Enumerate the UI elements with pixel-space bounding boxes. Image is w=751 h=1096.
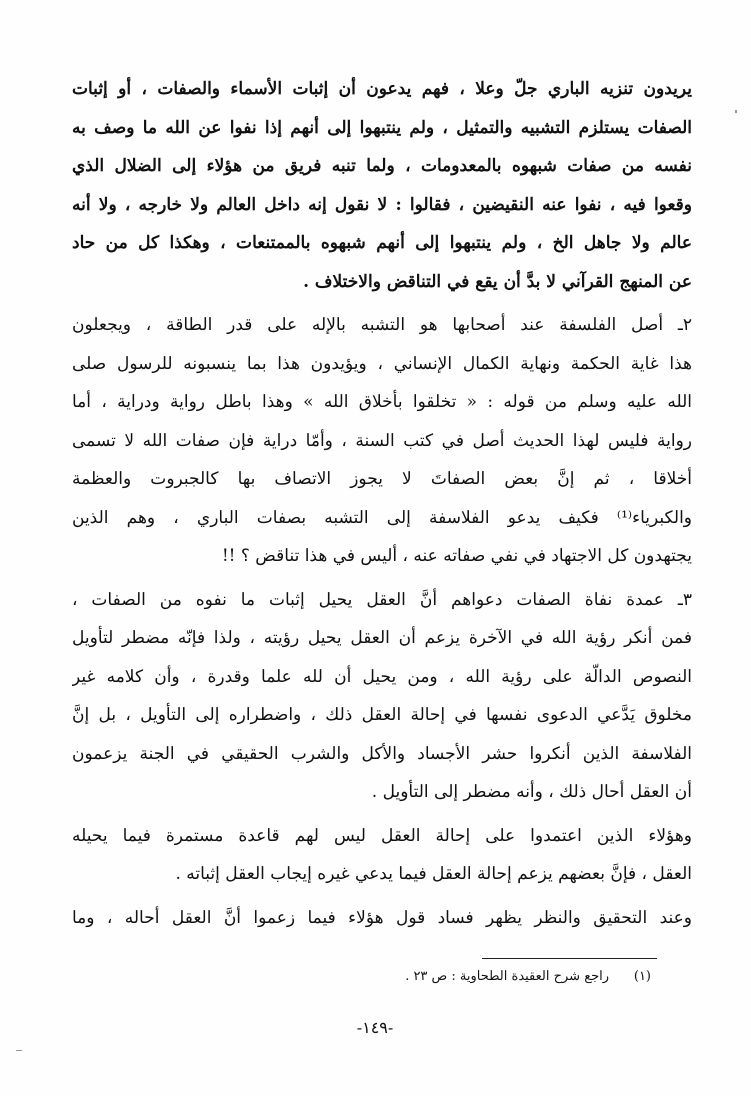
text-line: الصفات يستلزم التشبيه والتمثيل ، ولم ينتبهوا إلى أنهم إذا نفوا عن الله ما وصف به xyxy=(72,117,692,138)
text-line: الفلاسفة الذين أنكروا حشر الأجساد والأكل والشرب الحقيقي في الجنة يزعمون xyxy=(72,743,692,764)
text-line: والكبرياء⁽¹⁾ فكيف يدعو الفلاسفة إلى التشبه بصفات الباري ، وهم الذين xyxy=(72,507,692,528)
text-line: يريدون تنزيه الباري جلّ وعلا ، فهم يدعون أن إثبات الأسماء والصفات ، أو إثبات xyxy=(72,79,692,99)
scan-artifact xyxy=(16,1050,22,1051)
page-number: -١٤٩- xyxy=(356,1018,394,1037)
text-line: النصوص الدالّة على رؤية الله ، ومن يحيل أن لله علما وقدرة ، وأن كلامه غير xyxy=(72,666,692,687)
footnote-divider xyxy=(482,958,657,959)
text-line: العقل ، فإنَّ بعضهم يزعم إحالة العقل فيما يدعي غيره إيجاب العقل إثباته . xyxy=(175,864,692,884)
main-text xyxy=(72,70,692,937)
text-line: نفسه من صفات شبهوه بالمعدومات ، ولما تنبه فريق من هؤلاء إلى الضلال الذي xyxy=(72,156,692,176)
text-line: عالم ولا جاهل الخ ، ولم ينتبهوا إلى أنهم شبهوه بالممتنعات ، وهكذا كل من حاد xyxy=(72,233,692,253)
footnote-marker: (١) xyxy=(633,969,651,984)
text-line: ٢ـ أصل الفلسفة عند أصحابها هو التشبه بالإله على قدر الطاقة ، ويجعلون xyxy=(72,315,692,335)
text-line: أخلاقا ، ثم إنَّ بعض الصفاتَ لا يجوز الاتصاف بها كالجبروت والعظمة xyxy=(72,469,692,489)
text-line: ٣ـ عمدة نفاة الصفات دعواهم أنَّ العقل يحيل إثبات ما نفوه من الصفات ، xyxy=(72,589,692,610)
text-line: مخلوق يَدَّعي الدعوى نفسها في إحالة العقل ذلك ، واضطراره إلى التأويل ، بل إنَّ xyxy=(72,705,692,725)
text-line: رواية فليس لهذا الحديث أصل في كتب السنة ، وأمّا دراية فإن صفات الله لا تسمى xyxy=(72,430,692,451)
text-line: يجتهدون كل الاجتهاد في نفي صفاته عنه ، أليس في هذا تناقض ؟ !! xyxy=(221,546,692,566)
footnote xyxy=(251,966,651,988)
text-line: عن المنهج القرآني لا بدَّ أن يقع في التناقض والاختلاف . xyxy=(303,271,692,292)
text-line: هذا غاية الحكمة ونهاية الكمال الإنساني ، ويؤيدون هذا بما ينسبونه للرسول صلى xyxy=(72,353,692,374)
scan-artifact xyxy=(735,110,737,113)
text-line: أن العقل أحال ذلك ، وأنه مضطر إلى التأويل . xyxy=(371,782,692,802)
text-line: وقعوا فيه ، نفوا عنه النقيضين ، فقالوا : لا نقول إنه داخل العالم ولا خارجه ، ولا أنه xyxy=(72,194,692,215)
footnote-text: راجع شرح العقيدة الطحاوية : ص ٢٣ . xyxy=(405,969,610,984)
text-line: الله عليه وسلم من قوله : « تخلقوا بأخلاق الله » وهذا باطل رواية ودراية ، أما xyxy=(72,392,692,412)
text-line: وعند التحقيق والنظر يظهر فساد قول هؤلاء فيما زعموا أنَّ العقل أحاله ، وما xyxy=(72,907,692,928)
text-line: وهؤلاء الذين اعتمدوا على إحالة العقل ليس لهم قاعدة مستمرة فيما يحيله xyxy=(72,825,692,846)
text-line: فمن أنكر رؤية الله في الآخرة يزعم أن العقل يحيل رؤيته ، ولذا فإنّه مضطر لتأويل xyxy=(72,628,692,648)
